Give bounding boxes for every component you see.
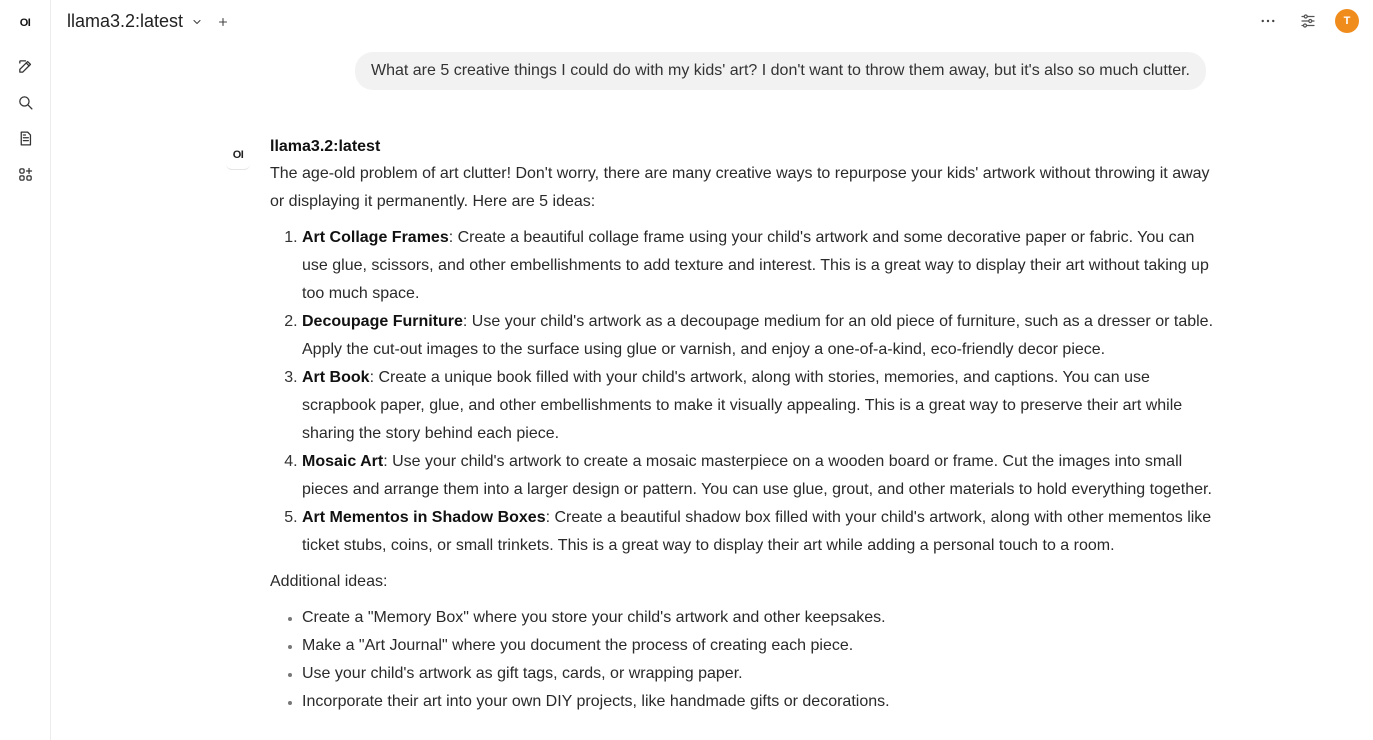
idea-text: : Use your child's artwork as a decoupage medium for an old piece of furniture, such as a dresser or table. Apply the cut-out images to the surface using glue or varnish, and enjoy a one-of-a-kind, eco-friendly decor piece. [302,313,1214,358]
idea-text: : Use your child's artwork to create a mosaic masterpiece on a wooden board or frame. Cut the images into small pieces and arrange them into a larger design or pattern. You can use glue, grout, and other materials to hold everything together. [302,453,1212,498]
user-message-text: What are 5 creative things I could do with my kids' art? I don't want to throw them away, but it's also so much clutter. [370,62,1190,79]
assistant-avatar [226,141,250,170]
open-webui-logo[interactable] [12,10,38,36]
new-chat-icon [17,58,34,75]
sidebar [0,0,51,740]
model-selector-label[interactable]: llama3.2:latest [67,11,184,31]
list-item [302,364,1215,448]
list-item [302,448,1215,504]
workspace-icon [17,166,34,183]
workspace-button[interactable] [12,161,38,187]
chevron-down-icon[interactable] [191,16,203,28]
idea-title: Decoupage Furniture [302,313,463,330]
notes-icon [17,130,34,147]
list-item: • Make a "Art Journal" where you document the process of creating each piece. [302,632,1215,660]
idea-text: : Create a beautiful collage frame using your child's artwork and some decorative paper or fabric. You can use glue, scissors, and other embellishments to add texture and interest. This is a great way to display their art without taking up too much space. [302,229,1209,302]
user-message [355,52,1206,90]
assistant-avatar-text: OI [232,149,244,161]
list-item [302,504,1215,560]
controls-icon[interactable] [1299,12,1317,30]
idea-title: Art Mementos in Shadow Boxes [302,509,546,526]
user-avatar[interactable] [1335,9,1359,33]
top-right-controls [1259,9,1359,33]
add-model-icon[interactable] [217,16,229,28]
search-button[interactable] [12,89,38,115]
notes-button[interactable] [12,125,38,151]
list-item [302,308,1215,364]
assistant-intro: The age-old problem of art clutter! Don't worry, there are many creative ways to repurpose your kids' artwork without throwing it away or displaying it permanently. Here are 5 ideas: [270,165,1210,210]
user-avatar-initial: T [1343,15,1351,27]
new-chat-button[interactable] [12,53,38,79]
assistant-message [270,137,1215,716]
assistant-model-name: llama3.2:latest [270,138,381,155]
additional-heading: Additional ideas: [270,573,388,590]
model-selector [67,11,229,32]
more-options-icon[interactable] [1259,12,1277,30]
search-icon [17,94,34,111]
idea-title: Art Book [302,369,370,386]
idea-title: Art Collage Frames [302,229,449,246]
ideas-list [270,224,1215,560]
list-item: • Incorporate their art into your own DIY projects, like handmade gifts or decorations. [302,688,1215,716]
list-item: • Create a "Memory Box" where you store your child's artwork and other keepsakes. [302,604,1215,632]
idea-text: : Create a beautiful shadow box filled with your child's artwork, along with other mementos like ticket stubs, coins, or small trinkets. This is a great way to display their art while adding a personal touch to a room. [302,509,1212,554]
additional-ideas-list [270,604,1215,716]
idea-title: Mosaic Art [302,453,384,470]
idea-text: : Create a unique book filled with your child's artwork, along with stories, memories, and captions. You can use scrapbook paper, glue, and other embellishments to make it visually appealing. This is a great way to preserve their art while sharing the story behind each piece. [302,369,1183,442]
logo-text: OI [19,17,31,29]
list-item [302,224,1215,308]
list-item: • Use your child's artwork as gift tags, cards, or wrapping paper. [302,660,1215,688]
